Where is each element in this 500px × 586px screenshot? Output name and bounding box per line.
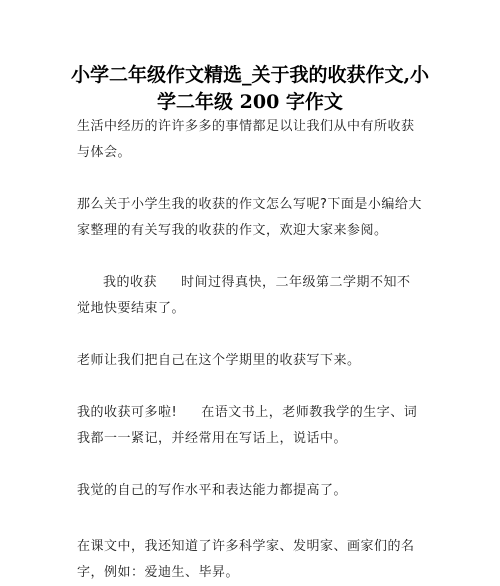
paragraph-scientists: 在课文中，我还知道了许多科学家、发明家、画家们的名字，例如：爱迪生、毕昇。 bbox=[77, 539, 415, 580]
paragraph-teacher: 老师让我们把自己在这个学期里的收获写下来。 bbox=[77, 353, 361, 368]
harvest-exclaim: 我的收获可多啦! bbox=[77, 405, 178, 420]
paragraph-writing-level: 我觉的自己的写作水平和表达能力都提高了。 bbox=[77, 483, 348, 498]
paragraph-lead: 那么关于小学生我的收获的作文怎么写呢?下面是小编给大家整理的有关写我的收获的作文，欢迎大家来参阅。 bbox=[77, 197, 422, 238]
paragraph-harvest bbox=[77, 400, 422, 452]
document-title: 小学二年级作文精选_关于我的收获作文,小学二年级 200 字作文 bbox=[70, 64, 430, 113]
harvest-detail: 在语文书上，老师教我学的生字、词我都一一紧记，并经常用在写话上，说话中。 bbox=[77, 405, 418, 446]
essay-sentence: 时间过得真快，二年级第二学期不知不觉地快要结束了。 bbox=[77, 275, 411, 316]
essay-heading: 我的收获 bbox=[103, 275, 158, 290]
paragraph-essay-start bbox=[77, 270, 422, 322]
paragraph-intro: 生活中经历的许许多多的事情都足以让我们从中有所收获与体会。 bbox=[77, 119, 415, 160]
